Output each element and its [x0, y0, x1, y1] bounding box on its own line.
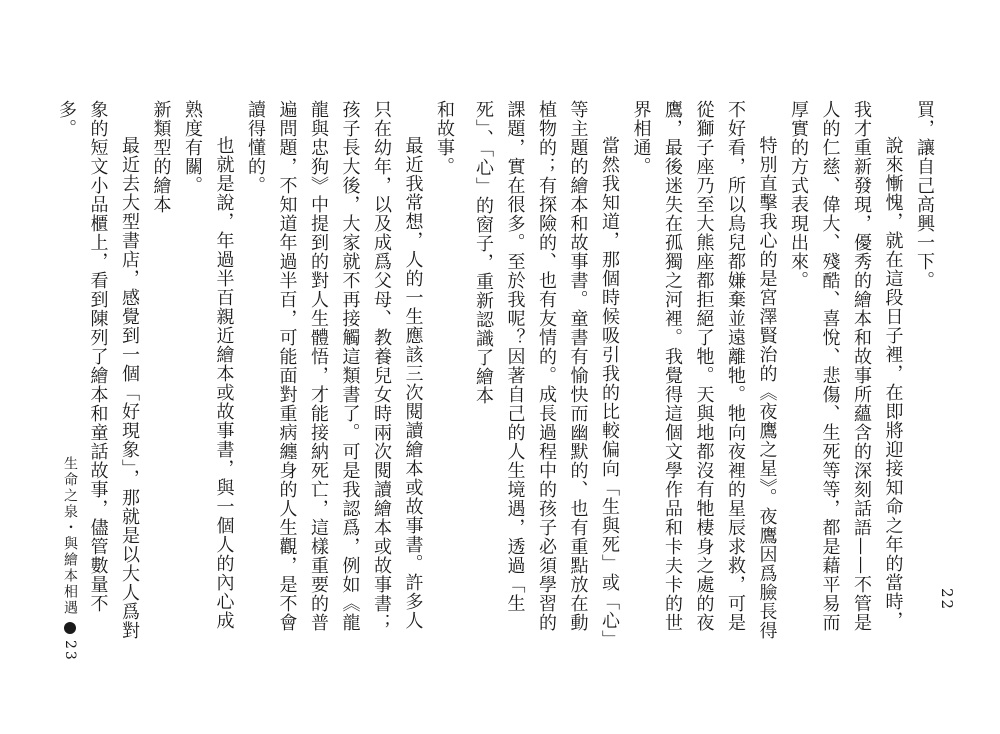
bullet-dot-icon	[64, 622, 76, 634]
paragraph: 特別直擊我心的是宮澤賢治的《夜鷹之星》。夜鷹因爲臉長得不好看，所以鳥兒都嫌棄並遠離牠。牠向夜裡的星辰求救，可是從獅子座乃至大熊座都拒絕了牠。天與地都沒有牠棲身之處的夜鷹，最後迷失在孤獨之河裡。我覺得這個文學作品和卡夫卡的世界相通。	[630, 100, 778, 640]
page-number: 23	[62, 640, 78, 662]
page-number: 22	[938, 588, 956, 612]
paragraph: 最近去大型書店，感覺到一個「好現象」，那就是以大人爲對象的短文小品櫃上，看到陳列了繪本和童話故事，儘管數量不多。	[56, 100, 140, 640]
right-page	[473, 0, 956, 734]
running-header	[60, 456, 80, 662]
running-header-title: 生命之泉・與繪本相遇	[62, 456, 78, 616]
paragraph: 和故事。	[434, 100, 455, 176]
paragraph: 也就是說，年過半百親近繪本或故事書，與一個人的內心成熟度有關。	[182, 100, 235, 630]
right-page-body	[473, 100, 940, 640]
paragraph: 說來慚愧，就在這段日子裡，在即將迎接知命之年的當時，我才重新發現，優秀的繪本和故事所蘊含的深刻話語——不管是人的仁慈、偉大、殘酷、喜悅、悲傷、生死等等，都是藉平易而厚實的方式表現出來。	[788, 100, 904, 632]
paragraph: 買，讓自己高興一下。	[914, 100, 935, 290]
section-heading: 新類型的繪本	[150, 100, 172, 214]
paragraph: 最近我常想，人的一生應該三次閱讀繪本或故事書。許多人只在幼年，以及成爲父母、教養兒女時兩次閱讀繪本或故事書；孩子長大後，大家就不再接觸這類書了。可是我認爲，例如《龍龍與忠狗》中提到的對人生體悟，才能接納死亡，這樣重要的普遍問題，不知道年過半百，可能面對重病纏身的人生觀，是不會讀得懂的。	[245, 100, 424, 632]
left-page	[56, 0, 460, 734]
paragraph: 當然我知道，那個時候吸引我的比較偏向「生與死」或「心」等主題的繪本和故事書。童書有愉快而幽默的、也有重點放在動植物的；有探險的、也有友情的。成長過程中的孩子必須學習的課題，實在很多。至於我呢？因著自己的人生境遇，透過「生死」、「心」的窗子，重新認識了繪本	[473, 100, 620, 640]
